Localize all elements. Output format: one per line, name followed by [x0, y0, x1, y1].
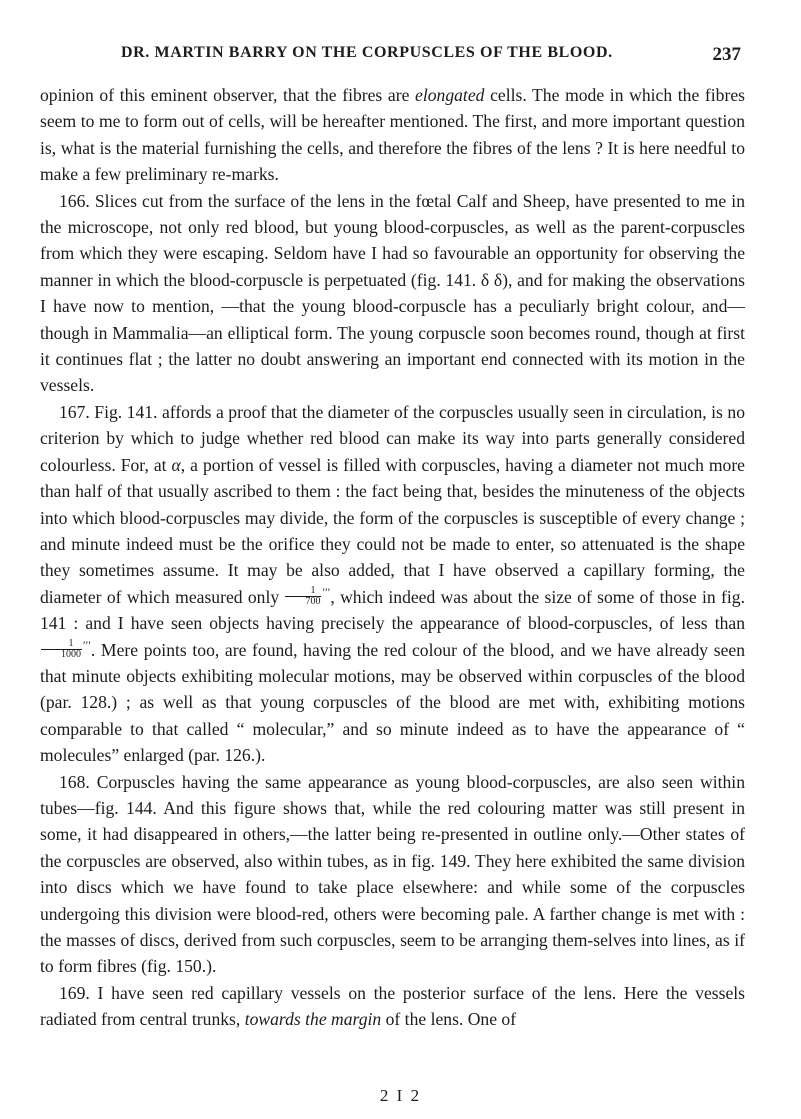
- paragraph-number: 169.: [59, 982, 90, 1003]
- fraction-one-seven-hundredth: [285, 586, 321, 607]
- page-number: 237: [712, 44, 741, 65]
- text-run: Corpuscles having the same appearance as young blood-corpuscles, are also seen within tubes—fig. 144. And this figure shows that, while the red colouring matter was still present in some, it had disappeared in others,—the latter being re-presented in outline only.—Other states of the corpuscles are observed, also within tubes, as in fig. 149. They here exhibited the same division into discs which we have found to take place elsewhere: and while some of the corpuscles undergoing this division were blood-red, others were becoming pale. A farther change is met with : the masses of discs, derived from such corpuscles, seem to be arranging them-selves into lines, as if to form fibres (fig. 150.).: [40, 771, 745, 977]
- italic-text: towards the margin: [244, 1009, 382, 1030]
- text-run: Slices cut from the surface of the lens in the fœtal Calf and Sheep, have presented to me in the microscope, not only red blood, but young blood-corpuscles, as well as the parent-corpuscles from which they were escaping. Seldom have I had so favourable an opportunity for observing the manner in which the blood-corpuscle is perpetuated (fig. 141. δ δ), and for making the observations I have now to mention, —that the young blood-corpuscle has a peculiarly bright colour, and—though in Mammalia—an elliptical form. The young corpuscle soon becomes round, though at first it continues flat ; the latter no doubt answering an important end connected with its motion in the vessels.: [40, 190, 745, 396]
- line-unit-primes: ′′′: [322, 584, 331, 599]
- signature-mark: 2 I 2: [379, 1086, 422, 1105]
- paragraph-number: 167.: [59, 401, 90, 422]
- text-run: opinion of this eminent observer, that the fibres are: [40, 85, 416, 105]
- text-run: , which indeed was about the size of some of those in fig. 141 : and I have seen objects having precisely the appearance of blood-corpuscles, of less than: [40, 586, 745, 634]
- text-run: cells. The mode in which the fibres seem to me to form out of cells, will be hereafter mentioned. The first, and more important question is, what is the material furnishing the cells, and therefore the fibres of the lens ? It is here needful to make a few preliminary re-marks.: [40, 85, 745, 185]
- line-unit-primes: ′′′: [83, 637, 91, 652]
- text-run: I have seen red capillary vessels on the posterior surface of the lens. Here the vessels radiated from central trunks,: [40, 982, 745, 1030]
- paragraph-166: [40, 188, 745, 399]
- running-head: [121, 44, 741, 66]
- running-title: DR. MARTIN BARRY ON THE CORPUSCLES OF THE BLOOD.: [121, 44, 613, 61]
- fraction-one-thousandth: [41, 639, 82, 660]
- body-text: [40, 82, 745, 1033]
- paragraph-167: [40, 399, 745, 769]
- paragraph-number: 168.: [59, 771, 90, 792]
- paragraph-168: [40, 769, 745, 980]
- fraction-denominator: 700: [305, 596, 321, 608]
- alpha-symbol: α: [171, 454, 181, 475]
- paragraph-number: 166.: [59, 190, 90, 211]
- fraction-numerator: 1: [285, 586, 321, 597]
- text-run: of the lens. One of: [381, 1009, 517, 1030]
- fraction-numerator: 1: [41, 639, 82, 650]
- paragraph-165-continuation: [40, 82, 745, 188]
- text-run: Fig. 141. affords a proof that the diameter of the corpuscles usually seen in circulation, is no criterion by which to judge whether red blood can make its way into parts generally considered colourless. For, at: [40, 401, 745, 475]
- fraction-denominator: 1000: [61, 648, 81, 660]
- text-run: , a portion of vessel is filled with corpuscles, having a diameter not much more than half of that usually ascribed to them : the fact being that, besides the minuteness of the objects into which blood-corpuscles may divide, the form of the corpuscles is susceptible of every change ; and minute indeed must be the orifice they could not be made to enter, so attenuated is the shape they sometimes assume. It may be also added, that I have observed a capillary forming, the diameter of which measured only: [40, 454, 745, 607]
- italic-text: elongated: [415, 85, 485, 105]
- paragraph-169: [40, 980, 745, 1033]
- text-run: . Mere points too, are found, having the red colour of the blood, and we have already seen that minute objects exhibiting molecular motions, may be observed within corpuscles of the blood (par. 128.) ; as well as that young corpuscles of the blood are met with, exhibiting motions comparable to that called “ molecular,” and so minute indeed as to have the appearance of “ molecules” enlarged (par. 126.).: [40, 639, 745, 766]
